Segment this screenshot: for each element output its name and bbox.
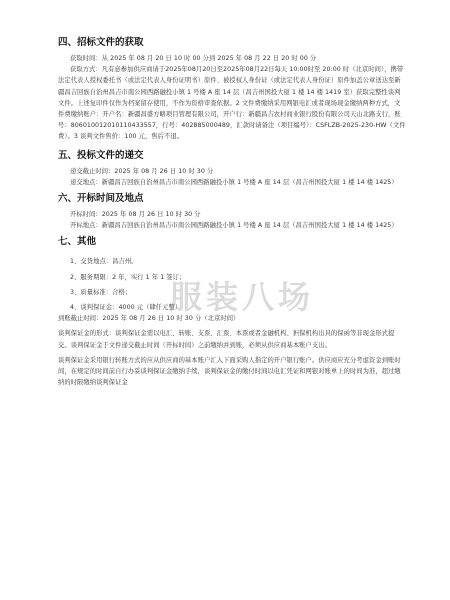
list-item: 1、交货地点：昌吉州。 xyxy=(70,258,138,266)
section-4-get-time: 获取时间：从 2025 年 08 月 20 日 10 时 00 分到 2025 年 08 月 22 日 20 时 00 分 xyxy=(70,55,317,62)
list-item: 4、谈判保证金：4000 元（肆仟元整） xyxy=(70,304,182,312)
section-6-heading: 六、开标时间及地点 xyxy=(58,193,144,205)
section-4-heading: 四、招标文件的获取 xyxy=(58,37,144,48)
section-5-location: 递交地点：新疆昌吉回族自治州昌吉市南公园西路融投小镇 1 号楼 A 座 14 层（昌吉州国投大厦 1 楼 14 楼 1425） xyxy=(70,178,398,186)
deposit-bank: 谈判保证金采用银行转账方式的应从供应商的基本账户汇入下面采购人指定的开户银行账户。供应商应充分考虑资金到账时间，在规定的时间前自行办妥谈判保证金缴纳手续，谈判保证金的缴付时间以电汇凭证和网银对账单上的时间为准，超过缴纳的时限缴纳谈判保证金 xyxy=(58,356,401,387)
section-5-deadline: 递交截止时间：2025 年 08 月 26 日 10 时 30 分 xyxy=(70,167,214,175)
section-4-get-method: 获取方式：凡有意参加供应商请于2025年08月20日至2025年08月22日每天 10:00时至 20:00 时（北京时间），携带法定代表人授权委托书（或法定代表人身份证明书）原件、被授权人身份证（或法定代表人身份证）原件加盖公章送达至新疆昌吉回族自治州昌吉市南公园西路融投小镇 1 号楼 A 座 14 层（昌吉州国投大厦 1 楼 14 楼 1419 室）获取完整性谈判文件。上述复印件仅作为档案留存使用，不作为资格审查依据。2 文件费缴纳采用网银电汇或者现场现金缴纳两种方式，文件费缴纳账户：开户名：新疆昌盛方略项目管理有限公司，开户行：新疆昌吉农村商业银行股份有限公司天山北路支行，账号：806010012010110433557，行号：402885000489，汇款时请备注（项目编号）：CSFLZB-2025-230-HW（文件费）。3 谈判文件售价：100 元，售后不退。 xyxy=(58,66,406,141)
deposit-form: 谈判保证金的形式：谈判保证金需以电汇、转账、支票、汇票、本票或者金融机构、担保机构出具的保函等非现金形式提交。谈判保证金于文件递交截止时间（开标时间）之前缴纳并到账，必须从供应商基本账户支出。 xyxy=(58,330,395,349)
section-7-heading: 七、其他 xyxy=(58,236,97,248)
list-item: 3、质量标准：合格； xyxy=(70,288,132,296)
list-item: 2、服务期限：2 年，实行 1 年 1 签订； xyxy=(70,273,186,281)
watermark-text: 服装八场 xyxy=(170,278,315,316)
section-6-open-location: 开标地点：新疆昌吉回族自治州昌吉市南公园西路融投小镇 1 号楼 A 座 14 层（昌吉州国投大厦 1 楼 14 楼 1425） xyxy=(70,222,398,230)
deposit-deadline: 到账截止时间：2025 年 08 月 26 日 10 时 30 分（北京时间） xyxy=(58,315,240,323)
section-5-heading: 五、投标文件的递交 xyxy=(58,149,144,161)
section-6-open-time: 开标时间：2025 年 08 月 26 日 10 时 30 分 xyxy=(70,211,201,219)
